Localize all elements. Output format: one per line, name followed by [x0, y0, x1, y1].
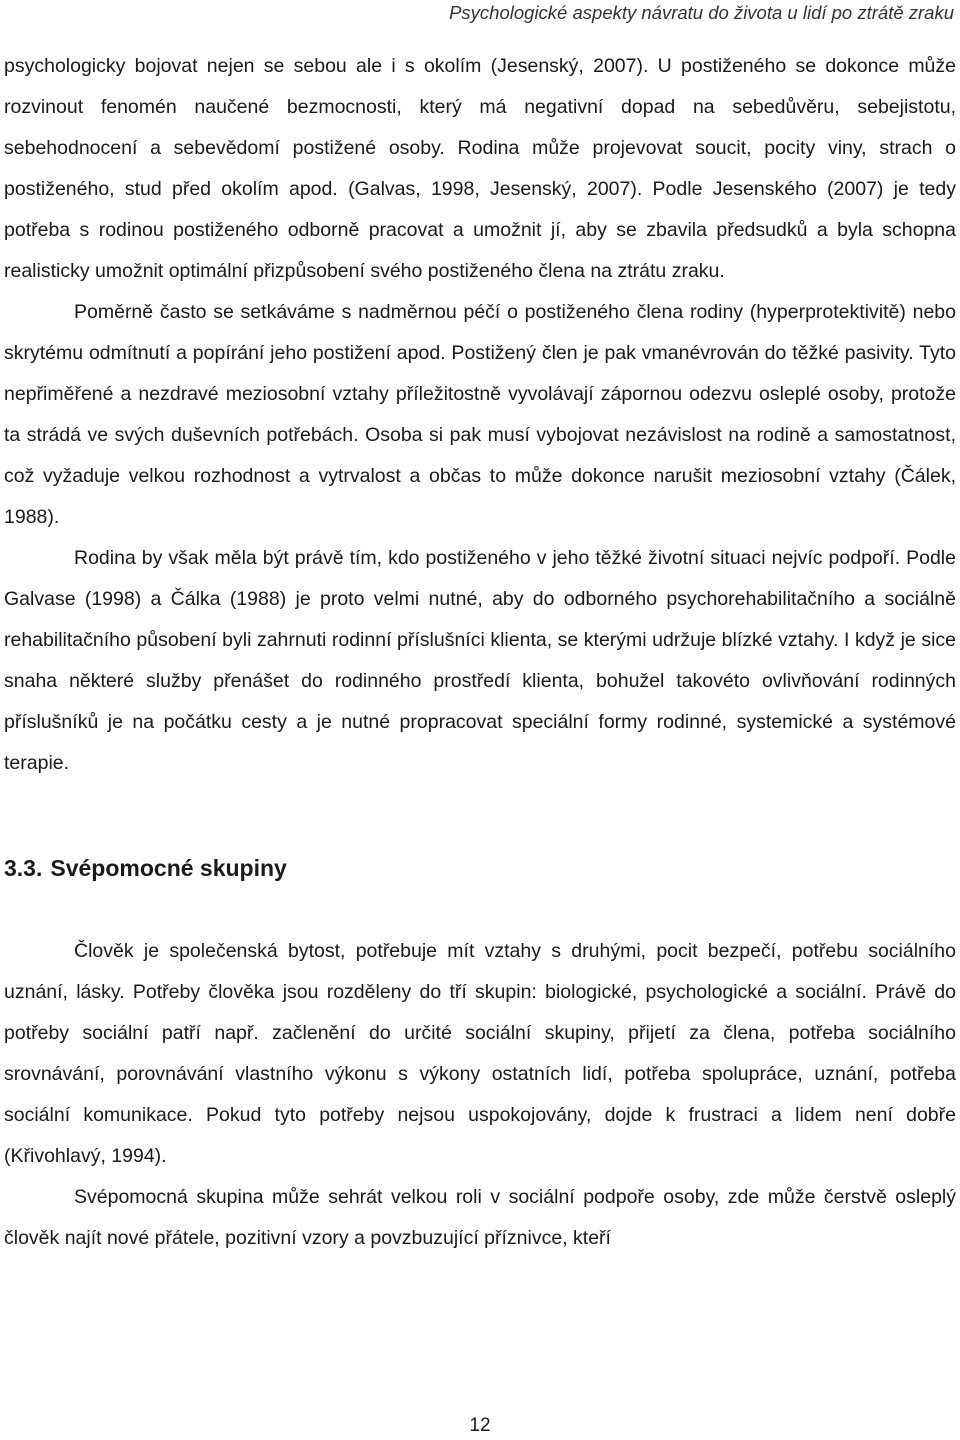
paragraph-self-help-group: Svépomocná skupina může sehrát velkou roli v sociální podpoře osoby, zde může čerstvě osleplý člověk najít nové přátele, pozitivní vzory a povzbuzující příznivce, kteří [4, 1186, 956, 1249]
paragraph-social-needs: Člověk je společenská bytost, potřebuje mít vztahy s druhými, pocit bezpečí, potřebu sociálního uznání, lásky. Potřeby člověka jsou rozděleny do tří skupin: biologické, psychologické a sociální. Právě do potřeby sociální patří např. začlenění do určité sociální skupiny, přijetí za člena, potřeba sociálního srovnávání, porovnávání vlastního výkonu s výkony ostatních lidí, potřeba spolupráce, uznání, potřeba sociální komunikace. Pokud tyto potřeby nejsou uspokojovány, dojde k frustraci a lidem není dobře (Křivohlavý, 1994). [4, 940, 956, 1167]
page-number: 12 [469, 1415, 491, 1436]
section-number: 3.3. [4, 855, 43, 881]
section-heading [4, 848, 956, 889]
paragraph-family-coping: psychologicky bojovat nejen se sebou ale i s okolím (Jesenský, 2007). U postiženého se dokonce může rozvinout fenomén naučené bezmocnosti, který má negativní dopad na sebedůvěru, sebejistotu, sebehodnocení a sebevědomí postižené osoby. Rodina může projevovat soucit, pocity viny, strach o postiženého, stud před okolím apod. (Galvas, 1998, Jesenský, 2007). Podle Jesenského (2007) je tedy potřeba s rodinou postiženého odborně pracovat a umožnit jí, aby se zbavila předsudků a byla schopna realisticky umožnit optimální přizpůsobení svého postiženého člena na ztrátu zraku. [4, 55, 956, 282]
paragraph-family-support: Rodina by však měla být právě tím, kdo postiženého v jeho těžké životní situaci nejvíc podpoří. Podle Galvase (1998) a Čálka (1988) je proto velmi nutné, aby do odborného psychorehabilitačního a sociálně rehabilitačního působení byli zahrnuti rodinní příslušníci klienta, se kterými udržuje blízké vztahy. I když je sice snaha některé služby přenášet do rodinného prostředí klienta, bohužel takovéto ovlivňování rodinných příslušníků je na počátku cesty a je nutné propracovat speciální formy rodinné, systemické a systémové terapie. [4, 547, 956, 774]
paragraph-overprotection: Poměrně často se setkáváme s nadměrnou péčí o postiženého člena rodiny (hyperprotektivitě) nebo skrytému odmítnutí a popírání jeho postižení apod. Postižený člen je pak vmanévrován do těžké pasivity. Tyto nepřiměřené a nezdravé meziosobní vztahy příležitostně vyvolávají zápornou odezvu osleplé osoby, protože ta strádá ve svých duševních potřebách. Osoba si pak musí vybojovat nezávislost na rodině a samostatnost, což vyžaduje velkou rozhodnost a vytrvalost a občas to může dokonce narušit meziosobní vztahy (Čálek, 1988). [4, 301, 956, 528]
section-title: Svépomocné skupiny [50, 855, 287, 881]
running-header: Psychologické aspekty návratu do života u lidí po ztrátě zraku [449, 2, 954, 23]
page-content [4, 46, 956, 1259]
